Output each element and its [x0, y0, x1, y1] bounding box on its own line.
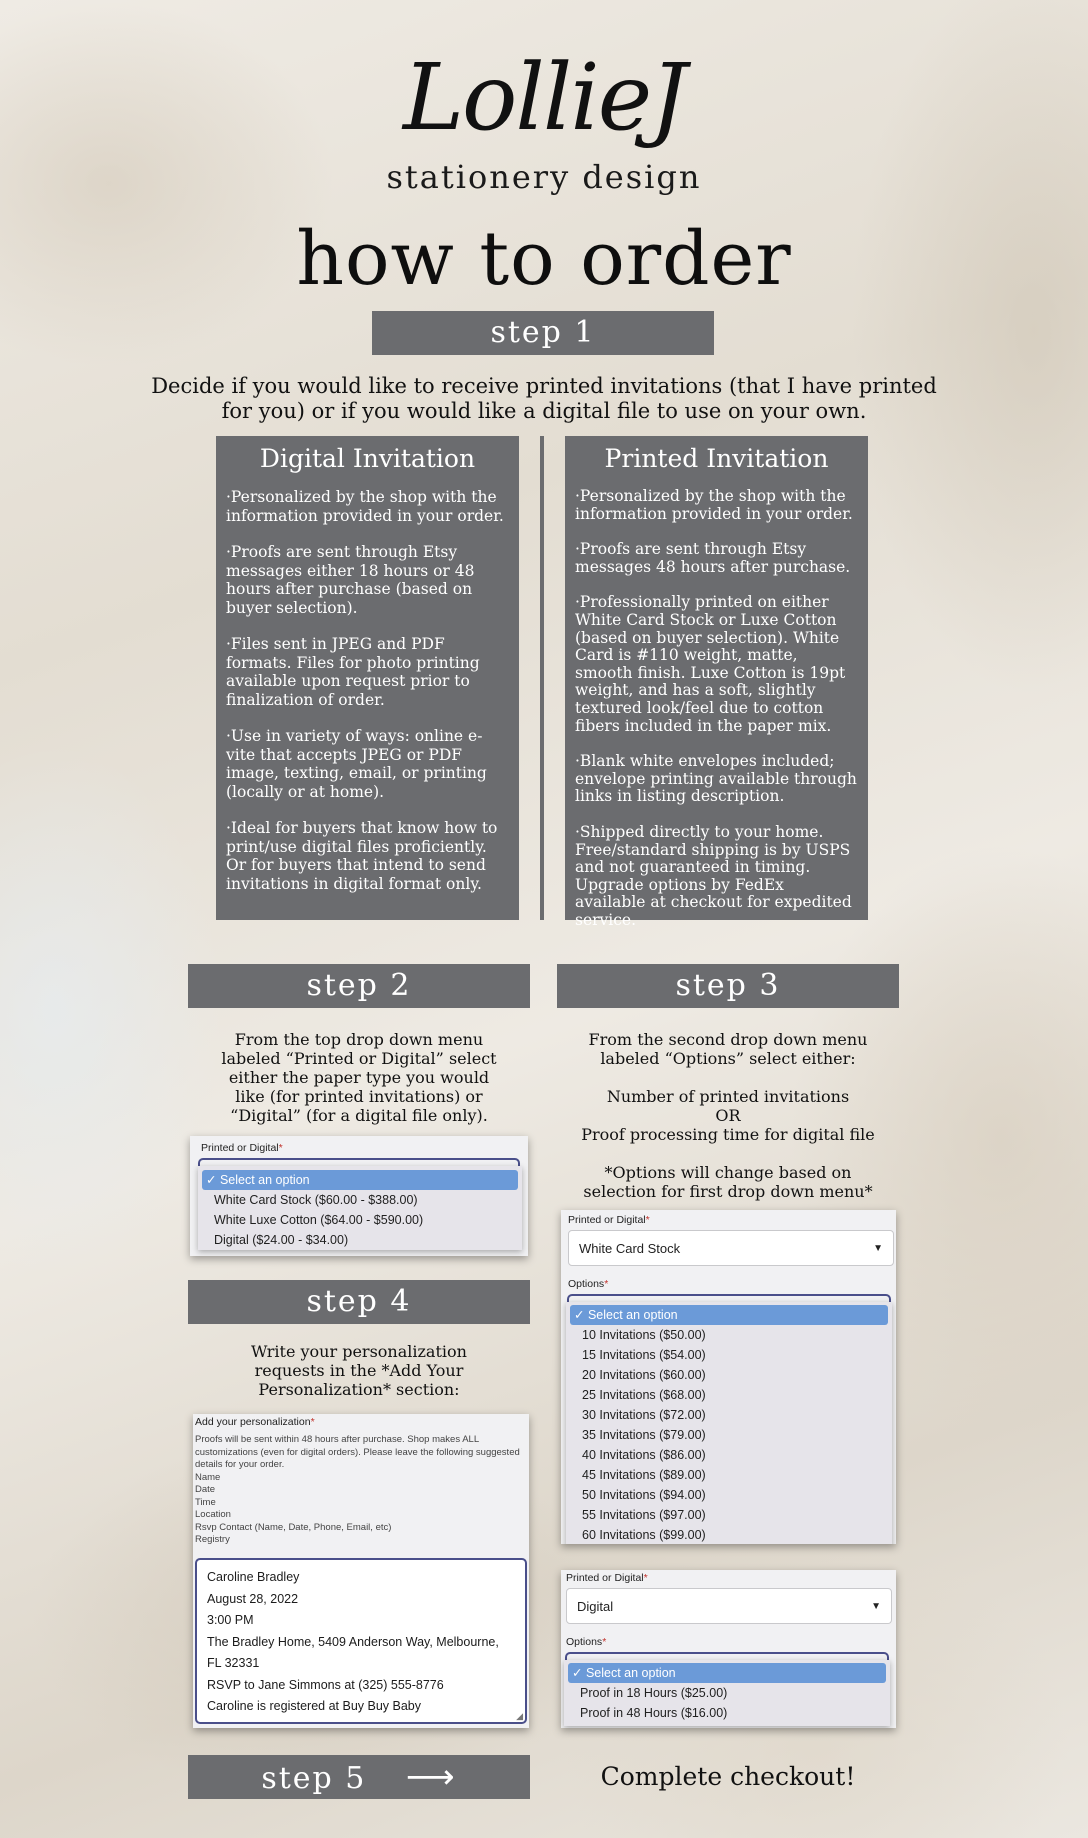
- printed-point: ·Blank white envelopes included; envelope printing available through links in listing description.: [575, 752, 857, 806]
- personalization-line: 3:00 PM: [207, 1613, 254, 1627]
- dropdown-option[interactable]: ✓ Select an option: [568, 1663, 886, 1683]
- step-5-label: step 5: [261, 1761, 367, 1796]
- personalization-line: Caroline is registered at Buy Buy Baby: [207, 1699, 421, 1713]
- step-4-text: Write your personalization requests in the *Add Your Personalization* section:: [251, 1342, 467, 1399]
- dropdown-option[interactable]: White Luxe Cotton ($64.00 - $590.00): [214, 1213, 424, 1227]
- step-3-text: [565, 1030, 891, 1201]
- dropdown-option[interactable]: 35 Invitations ($79.00): [582, 1428, 706, 1442]
- suggested-field: Location: [195, 1509, 231, 1520]
- personalization-line: August 28, 2022: [207, 1591, 299, 1606]
- step-3-line: Proof processing time for digital file: [581, 1125, 875, 1144]
- digital-point: ·Proofs are sent through Etsy messages either 18 hours or 48 hours after purchase (based on buyer selection).: [226, 543, 475, 617]
- step-5-banner: [188, 1755, 530, 1799]
- step-2-banner: [188, 964, 530, 1008]
- step-4-banner: [188, 1280, 530, 1324]
- digital-invitation-card: [216, 436, 519, 920]
- printed-or-digital-select[interactable]: Digital ▼: [566, 1588, 892, 1624]
- options-dropdown[interactable]: [564, 1660, 890, 1726]
- brand-subtitle: stationery design: [386, 158, 702, 196]
- step-2-text: From the top drop down menu labeled “Printed or Digital” select either the paper type you would like (for printed invitations) or “Digital” (for a digital file only).: [221, 1030, 497, 1125]
- suggested-field: Rsvp Contact (Name, Date, Phone, Email, etc): [195, 1521, 392, 1533]
- caret-down-icon: ▼: [871, 1600, 881, 1612]
- options-label: Options*: [568, 1278, 609, 1290]
- dropdown-option[interactable]: ✓ Select an option: [570, 1305, 888, 1325]
- dropdown-option[interactable]: Proof in 18 Hours ($25.00): [580, 1686, 728, 1700]
- options-dropdown[interactable]: [566, 1302, 892, 1544]
- dropdown-option[interactable]: Digital ($24.00 - $34.00): [214, 1233, 349, 1247]
- printed-card-body: [565, 476, 868, 929]
- dropdown-option[interactable]: 25 Invitations ($68.00): [582, 1388, 706, 1402]
- step-4-label: step 4: [306, 1284, 412, 1319]
- step-3-banner: [557, 964, 899, 1008]
- dropdown-option[interactable]: 60 Invitations ($99.00): [582, 1528, 706, 1542]
- printed-card-title: Printed Invitation: [604, 444, 829, 473]
- step-3-line: From the second drop down menu: [588, 1030, 868, 1049]
- complete-checkout-text: Complete checkout!: [600, 1762, 856, 1791]
- field-label: Printed or Digital*: [201, 1142, 283, 1154]
- dropdown-option[interactable]: Proof in 48 Hours ($16.00): [580, 1706, 728, 1720]
- digital-point: ·Use in variety of ways: online e-vite that accepts JPEG or PDF image, texting, email, or printing (locally or at home).: [226, 727, 487, 801]
- dropdown-option[interactable]: 15 Invitations ($54.00): [582, 1348, 706, 1362]
- step-3-line: selection for first drop down menu*: [583, 1182, 873, 1201]
- printed-point: ·Proofs are sent through Etsy messages 48 hours after purchase.: [575, 540, 851, 576]
- step-3-label: step 3: [675, 968, 781, 1003]
- digital-point: ·Personalized by the shop with the information provided in your order.: [226, 488, 504, 525]
- options-label: Options*: [566, 1636, 607, 1648]
- field-label: Printed or Digital*: [568, 1214, 650, 1226]
- personalization-line: RSVP to Jane Simmons at (325) 555-8776: [207, 1677, 444, 1692]
- select-outline: [565, 1652, 889, 1660]
- caret-down-icon: ▼: [873, 1242, 883, 1254]
- dropdown-option[interactable]: 30 Invitations ($72.00): [582, 1408, 706, 1422]
- dropdown-option[interactable]: 55 Invitations ($97.00): [582, 1508, 706, 1522]
- dropdown-option[interactable]: 45 Invitations ($89.00): [582, 1468, 706, 1482]
- page-title: how to order: [296, 216, 792, 302]
- step-3-line: [565, 1068, 891, 1087]
- printed-point: ·Personalized by the shop with the information provided in your order.: [575, 487, 853, 523]
- step-1-banner: [372, 311, 714, 355]
- personalization-textarea[interactable]: [195, 1558, 527, 1724]
- personalization-line: FL 32331: [207, 1656, 260, 1670]
- step-1-label: step 1: [490, 315, 596, 350]
- dropdown-option[interactable]: White Card Stock ($60.00 - $388.00): [214, 1193, 418, 1207]
- step-1-intro: Decide if you would like to receive printed invitations (that I have printed for you) or if you would like a digital file to use on your own.: [151, 374, 937, 423]
- dropdown-option[interactable]: 50 Invitations ($94.00): [582, 1488, 706, 1502]
- printed-invitation-card: [565, 436, 868, 929]
- field-label: Add your personalization*: [195, 1416, 315, 1428]
- resize-handle-icon[interactable]: ◢: [516, 1711, 523, 1721]
- personalization-help: Proofs will be sent within 48 hours after purchase. Shop makes ALL customizations (even for digital orders). Please leave the following suggested details for your order. Name Date Time Location Rsvp Contact (Name, Date, Phone, Email, etc) Registry: [195, 1434, 525, 1547]
- dropdown-option[interactable]: 40 Invitations ($86.00): [582, 1448, 706, 1462]
- digital-options-screenshot: [561, 1570, 896, 1728]
- card-divider: [540, 436, 544, 920]
- printed-or-digital-select[interactable]: White Card Stock ▼: [568, 1230, 894, 1266]
- digital-card-body: [216, 476, 519, 893]
- suggested-field: Date: [195, 1484, 216, 1495]
- dropdown-option[interactable]: 20 Invitations ($60.00): [582, 1368, 706, 1382]
- step-2-label: step 2: [306, 968, 412, 1003]
- field-label: Printed or Digital*: [566, 1572, 648, 1584]
- arrow-right-icon: ⟶: [405, 1757, 457, 1797]
- personalization-line: Caroline Bradley: [207, 1570, 300, 1584]
- dropdown-option[interactable]: 10 Invitations ($50.00): [582, 1328, 706, 1342]
- personalization-screenshot: [193, 1414, 529, 1728]
- dropdown-option[interactable]: ✓ Select an option: [202, 1170, 518, 1190]
- digital-point: ·Files sent in JPEG and PDF formats. Files for photo printing available upon request prior to finalization of order.: [226, 635, 480, 709]
- step-3-line: [565, 1144, 891, 1163]
- printed-or-digital-dropdown[interactable]: [198, 1166, 522, 1250]
- step-3-line: Number of printed invitations: [606, 1087, 850, 1106]
- select-outline: [567, 1294, 891, 1302]
- printed-or-digital-screenshot: [190, 1136, 528, 1256]
- step-3-line: *Options will change based on: [604, 1163, 852, 1182]
- digital-card-title: Digital Invitation: [259, 444, 476, 473]
- personalization-line: The Bradley Home, 5409 Anderson Way, Melbourne,: [207, 1634, 499, 1649]
- suggested-field: Name: [195, 1471, 221, 1483]
- select-outline: [198, 1158, 520, 1166]
- printed-point: ·Shipped directly to your home. Free/standard shipping is by USPS and not guaranteed in timing. Upgrade options by FedEx available at checkout for expedited service.: [575, 822, 852, 929]
- suggested-field: Time: [195, 1496, 216, 1508]
- suggested-field: Registry: [195, 1534, 230, 1545]
- printed-options-screenshot: [561, 1210, 896, 1544]
- brand-logo: LollieJ: [402, 44, 686, 151]
- step-3-line: OR: [715, 1106, 741, 1125]
- step-3-line: labeled “Options” select either:: [600, 1049, 856, 1068]
- digital-point: ·Ideal for buyers that know how to print/use digital files proficiently. Or for buyers that intend to send invitations in digital format only.: [226, 819, 498, 893]
- printed-point: ·Professionally printed on either White Card Stock or Luxe Cotton (based on buyer selection). White Card is #110 weight, matte, smooth finish. Luxe Cotton is 19pt weight, and has a soft, slightly textured look/feel due to cotton fibers included in the paper mix.: [575, 593, 846, 735]
